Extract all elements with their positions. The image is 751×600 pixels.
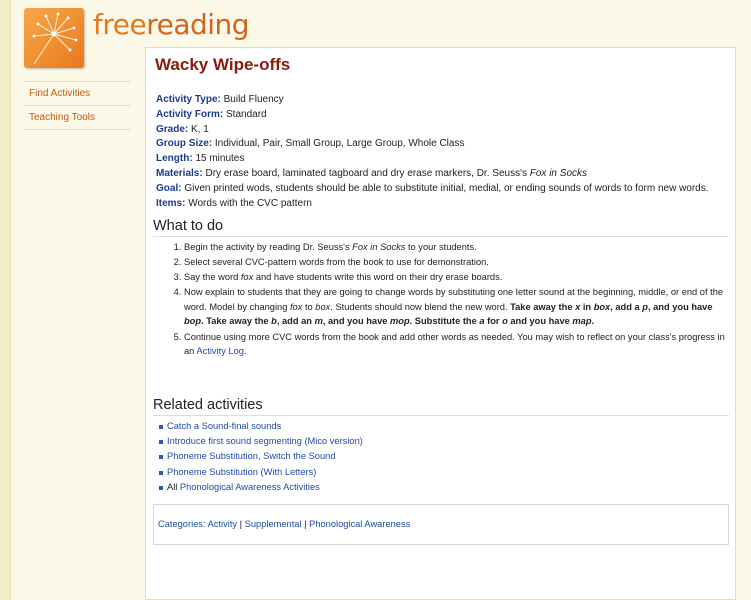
activity-meta — [156, 93, 726, 211]
categories-label[interactable]: Categories: — [158, 519, 206, 529]
step-text-bold: , add a — [610, 301, 643, 312]
categories-box — [153, 504, 729, 545]
meta-row — [156, 93, 726, 108]
meta-key: Items: — [156, 197, 186, 209]
sidebar-nav — [24, 81, 130, 130]
meta-row — [156, 167, 726, 182]
meta-key: Activity Form: — [156, 108, 224, 120]
related-link[interactable]: Catch a Sound-final sounds — [167, 421, 282, 431]
step-text-bold-italic: a — [479, 316, 485, 327]
what-to-do-heading: What to do — [153, 218, 729, 237]
step-text-italic: box — [315, 301, 331, 312]
meta-row — [156, 123, 726, 138]
step-text-bold: , and you have — [647, 301, 713, 312]
step-text-bold: . Take away the — [201, 316, 272, 327]
meta-row — [156, 182, 726, 197]
step-text-bold: and you have — [507, 316, 573, 327]
meta-value: Dry erase board, laminated tagboard and dry erase markers, Dr. Seuss's — [205, 167, 530, 179]
step-text-bold-italic: bop — [184, 316, 202, 327]
steps-list — [184, 240, 729, 359]
list-item — [184, 330, 729, 359]
category-separator: | — [237, 519, 245, 529]
meta-row — [156, 152, 726, 167]
step-text: Say the word — [184, 272, 241, 283]
list-item — [184, 285, 729, 329]
nav-find-activities[interactable]: Find Activities — [24, 81, 130, 105]
step-text-bold: in — [580, 301, 594, 312]
step-text-bold-italic: map — [572, 316, 592, 327]
meta-value: Individual, Pair, Small Group, Large Group, Whole Class — [214, 138, 465, 150]
meta-key: Materials: — [156, 167, 203, 179]
step-text: . — [243, 346, 247, 357]
dandelion-logo-icon[interactable] — [24, 8, 84, 68]
logo-part-free: free — [93, 8, 147, 41]
step-text-bold: for — [484, 316, 503, 327]
meta-key: Goal: — [156, 182, 182, 194]
meta-value: Given printed wods, students should be able to substitute initial, medial, or ending sounds of words to form new words. — [184, 182, 709, 194]
all-phonological-link[interactable]: Phonological Awareness Activities — [179, 481, 320, 492]
meta-value: Build Fluency — [223, 94, 284, 105]
activity-log-link[interactable]: Activity Log — [196, 346, 244, 357]
step-text-bold: , and you have — [322, 316, 391, 327]
step-text-bold: , add an — [276, 316, 315, 327]
step-text-bold-italic: m — [314, 316, 323, 327]
meta-value: Standard — [226, 108, 267, 120]
step-text-bold-italic: o — [502, 316, 508, 327]
step-text-bold-italic: x — [575, 301, 581, 312]
list-item — [159, 480, 579, 495]
step-text: . Students should now blend the new word. — [330, 301, 511, 312]
step-text: Select several CVC-pattern words from the book to use for demonstration. — [184, 257, 489, 268]
category-link[interactable]: Phonological Awareness — [309, 519, 411, 529]
meta-value: 15 minutes — [195, 153, 245, 165]
meta-row — [156, 108, 726, 123]
related-list — [159, 419, 579, 495]
list-item — [184, 270, 729, 285]
list-item — [159, 449, 579, 464]
related-activities-heading: Related activities — [153, 397, 729, 416]
nav-teaching-tools[interactable]: Teaching Tools — [24, 105, 130, 130]
category-link[interactable]: Supplemental — [244, 519, 302, 529]
step-text-italic: fox — [240, 272, 254, 283]
step-text-italic: Fox in Socks — [352, 242, 406, 252]
step-text-bold-italic: p — [642, 301, 648, 312]
related-link[interactable]: Introduce first sound segmenting (Mico version) — [167, 436, 363, 447]
meta-key: Length: — [156, 153, 193, 165]
step-text-bold: Take away the — [510, 301, 576, 312]
meta-value: Words with the CVC pattern — [188, 197, 312, 209]
step-text: Begin the activity by reading Dr. Seuss's — [184, 242, 353, 252]
site-logo-text[interactable] — [93, 8, 249, 41]
meta-row — [156, 137, 726, 152]
list-item — [184, 255, 729, 270]
meta-key: Grade: — [156, 123, 189, 135]
category-link[interactable]: Activity — [207, 519, 238, 529]
step-text-italic: fox — [289, 301, 303, 312]
step-text-bold: . Substitute the — [409, 316, 480, 327]
step-text: Now explain to students that they are going to change words by substituting one letter sound at the beginning, middle, or end of the word. Model by changing — [184, 287, 724, 312]
list-item — [159, 465, 579, 480]
meta-row — [156, 197, 726, 212]
step-text-bold-italic: mop — [390, 316, 410, 327]
logo-part-reading: reading — [146, 8, 250, 41]
step-text: Continue using more CVC words from the book and add other words as needed. You may wish to reflect on your class's progress in an — [184, 331, 725, 357]
step-text: to your students. — [405, 242, 477, 252]
all-prefix: All — [167, 481, 180, 492]
related-link[interactable]: Phoneme Substitution, Switch the Sound — [167, 451, 336, 462]
step-text-bold-italic: box — [593, 301, 611, 312]
step-text-bold-italic: b — [271, 316, 277, 327]
meta-key: Activity Type: — [156, 94, 221, 105]
meta-key: Group Size: — [156, 138, 213, 150]
page-title: Wacky Wipe-offs — [155, 55, 291, 74]
list-item — [159, 434, 579, 449]
category-separator: | — [301, 519, 310, 529]
meta-value-italic: Fox in Socks — [529, 167, 588, 179]
list-item — [184, 240, 729, 255]
list-item — [159, 419, 579, 434]
related-link[interactable]: Phoneme Substitution (With Letters) — [167, 466, 317, 477]
step-text-bold: . — [591, 316, 595, 327]
meta-value: K, 1 — [191, 123, 209, 135]
step-text: and have students write this word on their dry erase boards. — [253, 272, 503, 283]
step-text: to — [302, 301, 316, 312]
